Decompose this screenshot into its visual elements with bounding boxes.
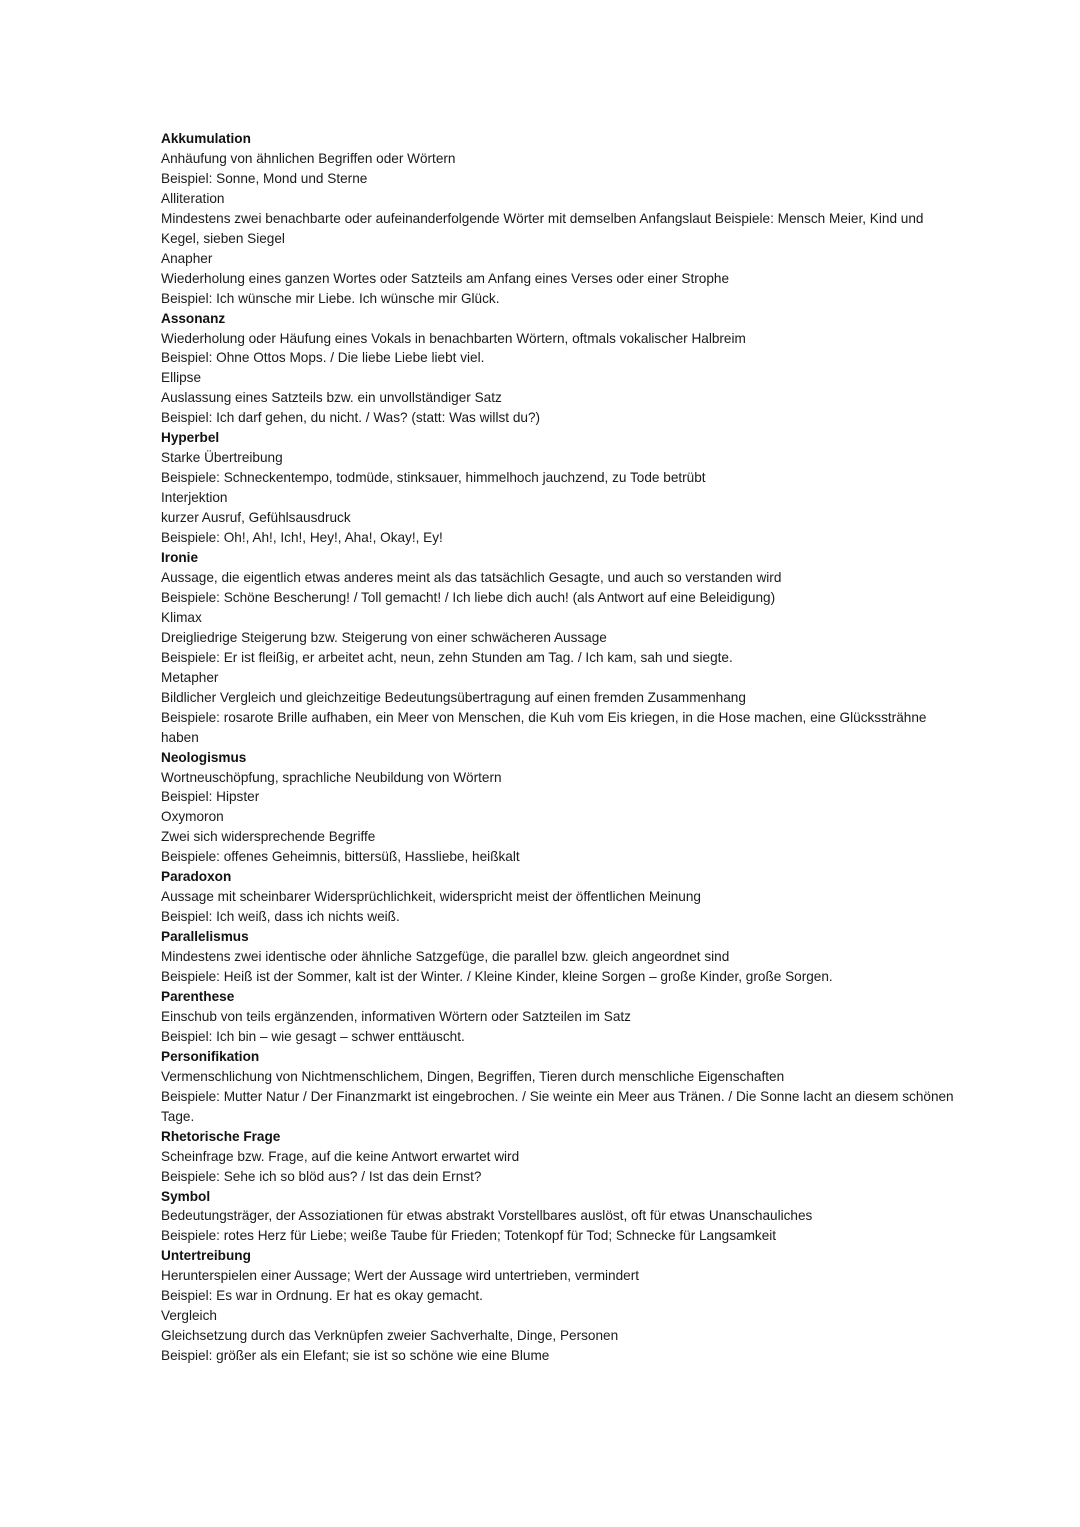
definition-text: Starke Übertreibung — [161, 450, 283, 466]
definition-text: Herunterspielen einer Aussage; Wert der Aussage wird untertrieben, vermindert — [161, 1268, 640, 1284]
entry-metapher — [161, 668, 961, 748]
example-text: Beispiel: Hipster — [161, 789, 260, 805]
entry-assonanz — [161, 309, 961, 369]
entry-parallelismus — [161, 927, 961, 987]
definition-text: Vermenschlichung von Nichtmenschlichem, Dingen, Begriffen, Tieren durch menschliche Eigenschaften — [161, 1068, 785, 1084]
entry-klimax — [161, 608, 961, 668]
definition-text: Aussage mit scheinbarer Widersprüchlichkeit, widerspricht meist der öffentlichen Meinung — [161, 889, 701, 905]
definition-text: Aussage, die eigentlich etwas anderes meint als das tatsächlich Gesagte, und auch so verstanden wird — [161, 569, 782, 585]
definition-text: Anhäufung von ähnlichen Begriffen oder Wörtern — [161, 150, 456, 166]
example-text: Beispiel: Es war in Ordnung. Er hat es okay gemacht. — [161, 1288, 483, 1304]
entry-anapher — [161, 249, 961, 309]
entry-parenthese — [161, 987, 961, 1047]
example-text: Beispiel: Ohne Ottos Mops. / Die liebe Liebe liebt viel. — [161, 350, 485, 366]
entry-untertreibung — [161, 1246, 961, 1306]
example-text: Beispiele: Er ist fleißig, er arbeitet acht, neun, zehn Stunden am Tag. / Ich kam, sah und siegte. — [161, 649, 733, 665]
definition-text: Scheinfrage bzw. Frage, auf die keine Antwort erwartet wird — [161, 1148, 520, 1164]
example-text: Beispiel: Ich wünsche mir Liebe. Ich wünsche mir Glück. — [161, 290, 500, 306]
term-heading: Symbol — [161, 1188, 211, 1204]
entry-alliteration — [161, 189, 961, 249]
glossary-document — [161, 129, 961, 1366]
entry-hyperbel — [161, 428, 961, 488]
definition-text: Gleichsetzung durch das Verknüpfen zweier Sachverhalte, Dinge, Personen — [161, 1328, 619, 1344]
entry-ironie — [161, 548, 961, 608]
example-text: Beispiele: Schneckentempo, todmüde, stinksauer, himmelhoch jauchzend, zu Tode betrübt — [161, 470, 706, 486]
example-text: Beispiele: offenes Geheimnis, bittersüß, Hassliebe, heißkalt — [161, 849, 520, 865]
example-text: Beispiel: Sonne, Mond und Sterne — [161, 170, 368, 186]
definition-text: Wiederholung oder Häufung eines Vokals in benachbarten Wörtern, oftmals vokalischer Halbreim — [161, 330, 746, 346]
entry-vergleich — [161, 1306, 961, 1366]
example-text: Beispiele: Schöne Bescherung! / Toll gemacht! / Ich liebe dich auch! (als Antwort auf eine Beleidigung) — [161, 589, 776, 605]
entry-symbol — [161, 1187, 961, 1247]
term-heading: Klimax — [161, 609, 202, 625]
example-text: Beispiel: größer als ein Elefant; sie ist so schöne wie eine Blume — [161, 1348, 550, 1364]
term-heading: Anapher — [161, 250, 213, 266]
example-text: Beispiele: Heiß ist der Sommer, kalt ist der Winter. / Kleine Kinder, kleine Sorgen – große Kinder, große Sorgen. — [161, 969, 833, 985]
definition-text: Dreigliedrige Steigerung bzw. Steigerung von einer schwächeren Aussage — [161, 629, 607, 645]
definition-text: Zwei sich widersprechende Begriffe — [161, 829, 376, 845]
example-text: Beispiele: rosarote Brille aufhaben, ein Meer von Menschen, die Kuh vom Eis kriegen, in die Hose machen, eine Glückssträhne haben — [161, 709, 927, 745]
term-heading: Untertreibung — [161, 1248, 251, 1264]
term-heading: Personifikation — [161, 1048, 260, 1064]
definition-text: Mindestens zwei benachbarte oder aufeinanderfolgende Wörter mit demselben Anfangslaut Beispiele: Mensch Meier, Kind und Kegel, sieben Siegel — [161, 210, 924, 246]
entry-ellipse — [161, 368, 961, 428]
definition-text: Auslassung eines Satzteils bzw. ein unvollständiger Satz — [161, 390, 502, 406]
term-heading: Rhetorische Frage — [161, 1128, 281, 1144]
definition-text: Einschub von teils ergänzenden, informativen Wörtern oder Satzteilen im Satz — [161, 1008, 631, 1024]
term-heading: Akkumulation — [161, 131, 251, 146]
entry-akkumulation — [161, 129, 961, 189]
entry-rhetorische-frage — [161, 1127, 961, 1187]
entry-oxymoron — [161, 807, 961, 867]
entry-paradoxon — [161, 867, 961, 927]
example-text: Beispiele: Mutter Natur / Der Finanzmarkt ist eingebrochen. / Sie weinte ein Meer aus Tränen. / Die Sonne lacht an diesem schönen Tage. — [161, 1088, 954, 1124]
term-heading: Parallelismus — [161, 929, 249, 945]
term-heading: Assonanz — [161, 310, 226, 326]
example-text: Beispiele: Oh!, Ah!, Ich!, Hey!, Aha!, Okay!, Ey! — [161, 530, 443, 546]
term-heading: Vergleich — [161, 1308, 217, 1324]
entry-interjektion — [161, 488, 961, 548]
term-heading: Hyperbel — [161, 430, 220, 446]
term-heading: Ironie — [161, 550, 199, 566]
term-heading: Parenthese — [161, 988, 235, 1004]
example-text: Beispiel: Ich bin – wie gesagt – schwer enttäuscht. — [161, 1028, 465, 1044]
definition-text: kurzer Ausruf, Gefühlsausdruck — [161, 510, 351, 526]
definition-text: Wortneuschöpfung, sprachliche Neubildung von Wörtern — [161, 769, 502, 785]
definition-text: Bedeutungsträger, der Assoziationen für etwas abstrakt Vorstellbares auslöst, oft für etwas Unanschauliches — [161, 1208, 813, 1224]
definition-text: Bildlicher Vergleich und gleichzeitige Bedeutungsübertragung auf einen fremden Zusammenhang — [161, 689, 746, 705]
term-heading: Ellipse — [161, 370, 202, 386]
term-heading: Oxymoron — [161, 809, 224, 825]
term-heading: Paradoxon — [161, 869, 232, 885]
term-heading: Alliteration — [161, 190, 225, 206]
term-heading: Neologismus — [161, 749, 247, 765]
definition-text: Wiederholung eines ganzen Wortes oder Satzteils am Anfang eines Verses oder einer Strophe — [161, 270, 730, 286]
example-text: Beispiel: Ich darf gehen, du nicht. / Was? (statt: Was willst du?) — [161, 410, 541, 426]
example-text: Beispiel: Ich weiß, dass ich nichts weiß. — [161, 909, 400, 925]
definition-text: Mindestens zwei identische oder ähnliche Satzgefüge, die parallel bzw. gleich angeordnet sind — [161, 949, 730, 965]
entry-personifikation — [161, 1047, 961, 1127]
entry-neologismus — [161, 748, 961, 808]
example-text: Beispiele: rotes Herz für Liebe; weiße Taube für Frieden; Totenkopf für Tod; Schnecke für Langsamkeit — [161, 1228, 777, 1244]
example-text: Beispiele: Sehe ich so blöd aus? / Ist das dein Ernst? — [161, 1168, 482, 1184]
term-heading: Metapher — [161, 669, 219, 685]
term-heading: Interjektion — [161, 490, 228, 506]
